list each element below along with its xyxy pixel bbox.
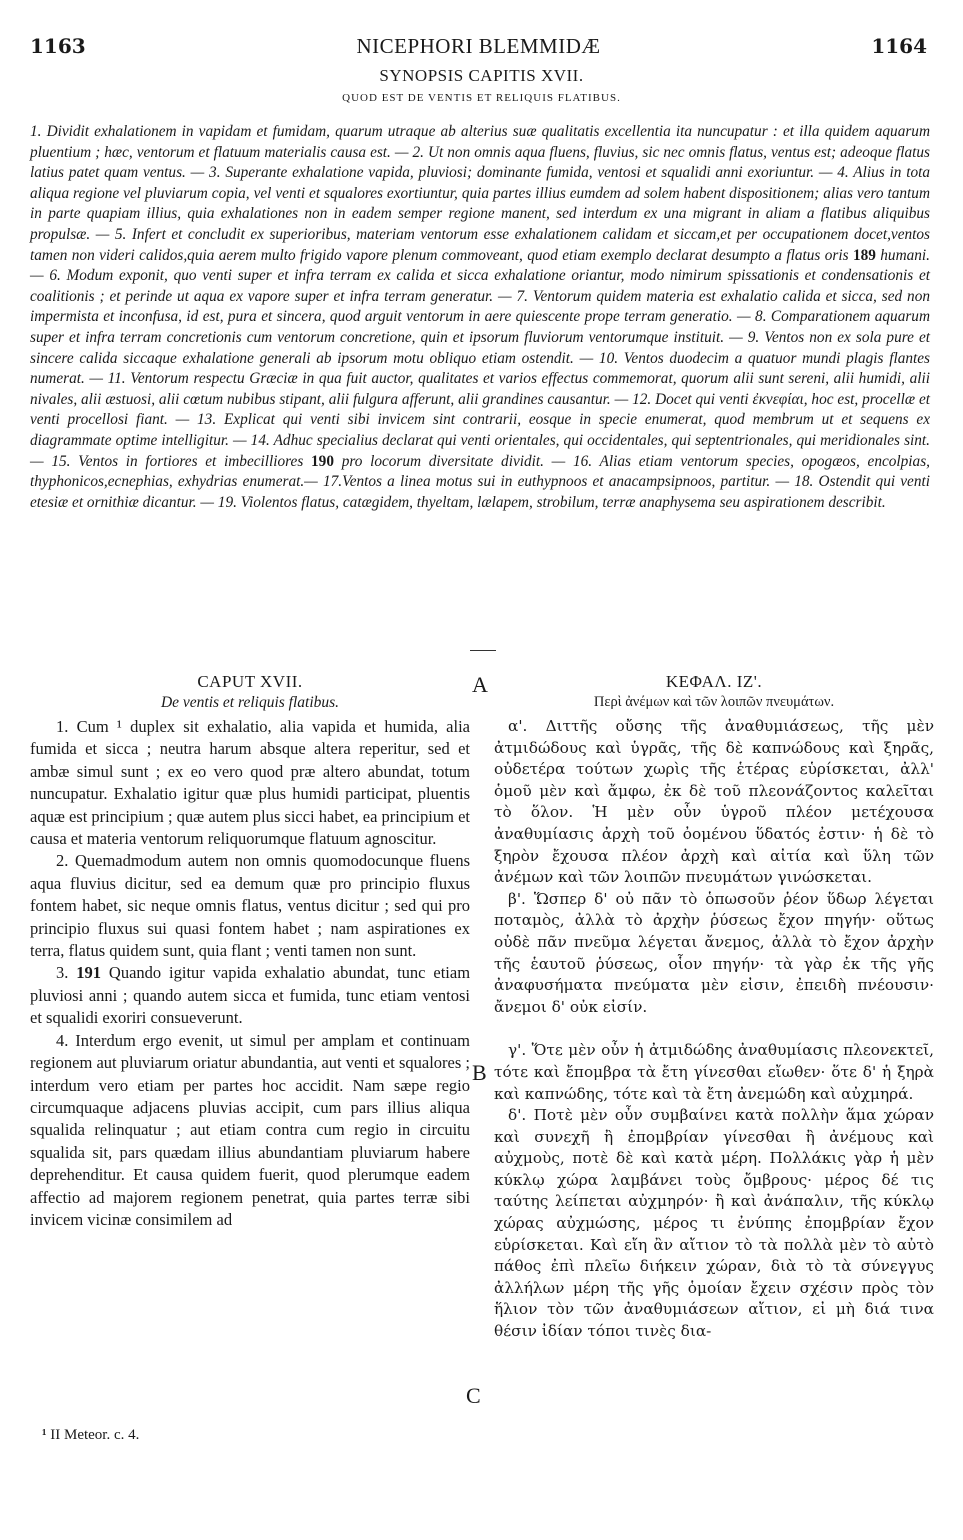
footnote-text: II Meteor. c. 4. [50,1427,140,1443]
running-header [30,34,927,64]
running-title: NICEPHORI BLEMMIDÆ [356,34,601,58]
synopsis-part-1: 1. Dividit exhalationem in vapidam et fumidam, quarum utraque ab alterius suæ qualitatis excellentia ita nuncupatur : et illa quidem aquarum pluentium ; hæc, ventorum et flatuum materialis causa est. — 2. Ut non omnis aqua fluens, fluvius, sic nec omnis flatus, ventus est; adeoque flatus latius patet quam ventus. — 3. Superante exhalatione vapida, pluviosi; dominante fumida, ventosi et squalidi anni exoriuntur. — 4. Alius in tota aliqua regione vel pluviarum copia, vel venti et squalores exortiuntur, quia partes illius eumdem ad solem habent dispositionem; alias vero tantum in parte quapiam illius, quia exhalationes non in eadem semper regione manent, sed interdum ex una migrant in aliam a flatibus aliquibus propulsæ. — 5. Infert et concludit ex superioribus, materiam ventorum esse exhalationem calidam et siccam,et per occupationem docet,ventos tamen non videri calidos,quia aerem multo frigido vapore plenum commoveant, quod etiam exemplo declarat desumpto a flatus oris [30,123,930,264]
page-number-left: 1163 [30,34,86,58]
section-divider [470,650,496,651]
latin-paragraph-4: 4. Interdum ergo evenit, ut simul per amplam et continuam regionem aut pluviarum oriatur abundantia, aut venti et squalores ; interdum vero etiam per partes hoc accidit. Nam sæpe regio circumquaque adjacens pluvias accipit, cum pars illius aliqua squalida relinquatur ; aut etiam contra cum regio in circuitu squalida sit, pars quædam illius abundantiam pluviarum habere deprehenditur. Et causa quidem fuerit, quod plerumque eadem affectio ad majorem regionem penetrat, quia partes terræ sibi invicem vicinæ consimilem ad [30,1030,470,1229]
greek-chapter-subtitle: Περὶ ἀνέμων καὶ τῶν λοιπῶν πνευμάτων. [593,694,835,710]
greek-paragraph-d: δ'. Ποτὲ μὲν οὖν συμβαίνει κατὰ πολλὴν ἅμα χώραν καὶ συνεχῆ ἢ ἐπομβρίαν γίνεσθαι ἢ ἀνέμους καὶ αὐχμοὺς, ποτὲ δὲ καὶ κατὰ μέρη. Πολλάκις γὰρ ἡ μὲν κύκλῳ χώρα λαμβάνει τοὺς ὄμβρους· μέρος δέ τις ταύτης λείπεται αὐχμηρόν· ἢ καὶ ἀνάπαλιν, τῆς κύκλῳ χώρας αὐχμώσης, μέρος τι ἐνύπης ἐπομβρίαν ἔχον εὑρίσκεται. Καὶ εἴη ἂν αἴτιον τὸ τὰ πολλὰ μὲν τὸ αὐτὸ πάθος ἐπὶ πλεῖω διήκειν χώραν, διὰ τὸ τὰ σύνεγγυς ἀλλήλων μέρη τῆς γῆς ὁμοίαν ἔχειν σχέσιν πρὸς τὸν ἥλιον τὸν τῶν ἀναθυμιάσεων αἴτιον, εἰ μὴ διά τινα θέσιν ἰδίαν τόποι τινὲς δια- [494,1106,934,1341]
latin-paragraph-3-text: Quando igitur vapida exhalatio abundat, tunc etiam pluviosi anni ; quando autem sicca et fumida, tunc etiam ventosi et squalidi exoriri consueverunt. [30,963,471,1028]
footnote-marker: ¹ [42,1427,47,1443]
greek-text [494,716,934,1343]
synopsis-subtitle: QUOD EST DE VENTIS ET RELIQUIS FLATIBUS. [342,92,621,104]
latin-paragraph-2: 2. Quemadmodum autem non omnis quomodocunque fluens aqua fluvius dicitur, sed ea demum quæ pro principio fluxus fontem habet, sic neque omnis flatus, ventus dicitur ; sed qui pro principio fluxus sui quasi fontem habet ; nam aspirationes ex terra, flatus quidem sunt, quia flant ; venti tamen non sunt. [30,851,470,961]
marginal-ref-190: 190 [311,452,334,470]
synopsis-text [30,122,930,513]
latin-chapter-title: CAPUT XVII. [197,672,303,691]
greek-chapter-title: ΚΕΦΑΛ. ΙΖ'. [665,672,763,691]
page-number-right: 1164 [871,34,927,58]
synopsis-title: SYNOPSIS CAPITIS XVII. [379,66,584,85]
margin-letter-c: C [466,1383,481,1408]
synopsis-part-3: pro locorum diversitate dividit. — 16. Alias etiam ventorum species, opogæos, encolpias, thyphonicos,ecnephias, exhydrias enumerat.— 17.Ventos a linea motus sui in euthypnoos et anacampsipnoos, partitur. — 18. Ostendit qui venti etesiæ et ornithiæ dicantur. — 19. Violentos flatus, catægidem, thyeltam, lælapem, strobilum, terræ anaphysema seu aspirationem describit. [30,452,930,511]
latin-text [30,716,470,1231]
latin-chapter-subtitle: De ventis et reliquis flatibus. [160,694,340,711]
latin-paragraph-1: 1. Cum ¹ duplex sit exhalatio, alia vapida et humida, alia fumida et sicca ; neutra harum absque altera reperitur, sed et ambæ simul sunt ; ex eo vero quod præ altero abundat, totum nuncupatur. Exhalatio igitur quæ plus humidi participat, pluentis aquæ est principium ; quæ autem plus sicci habet, ea principium et causa et materia ventorum reliquorumque flatuum agnoscitur. [30,717,470,849]
latin-paragraph-3-number: 3. [56,963,69,983]
margin-letter-a: A [472,672,488,697]
margin-letter-b: B [472,1060,487,1085]
synopsis-part-2: humani. — 6. Modum exponit, quo venti super et infra terram ex calida et sicca exhalatione oriantur, modo nimirum spissationis et condensationis et coalitionis ; et perinde ut aqua ex vapore super et infra terram generatur. — 7. Ventorum quidem materia est exhalatio calida et sicca, sed non impermista et inconfusa, id est, pura et sincera, quod arguit ventorum in aere quiescente prope terram generatio. — 8. Comparationem aquarum super et infra terram concretionis cum ventorum concretione, quin et ipsorum fluviorum ventorumque instituit. — 9. Ventos non ex sola pure et sincere calida siccaque exhalatione generali ab ipsorum motu obliquo etiam ostendit. — 10. Ventos duodecim a quatuor mundi plagis flantes numerat. — 11. Ventorum respectu Græciæ in qua fuit auctor, qualitates et varios effectus commemorat, quorum alii sunt sereni, alii humidi, alii nivales, alii æstuosi, alii cœtum nubibus stipant, alii fulgura afferunt, alii grandines causantur. — 12. Docet qui venti ἐκνεφίαι, hoc est, procellæ et venti procellosi fiant. — 13. Explicat qui venti sibi invicem sint contrarii, eosque in specie enumerat, quod membrum ut et sequens ex diagrammate optime intelligitur. — 14. Adhuc specialius declarat qui venti orientales, qui occidentales, qui septentrionales, qui meridionales sint. — 15. Ventos in fortiores et imbecilliores [30,246,930,470]
marginal-ref-189: 189 [852,246,876,264]
greek-paragraph-b: β'. Ὥσπερ δ' οὐ πᾶν τὸ ὁπωσοῦν ῥέον ὕδωρ λέγεται ποταμὸς, ἀλλὰ τὸ ἀρχὴν ῥύσεως ἔχον πηγήν· οὕτως οὐδὲ πᾶν πνεῦμα λέγεται ἄνεμος, ἀλλὰ τὸ ἔχον ἀρχὴν τῆς ἑαυτοῦ ῥύσεως, οἷον πηγήν· τὰ γὰρ ἐκ τῆς γῆς ἀναφυσήματα πνεύματα μὲν εἰσιν, ἐπειδὴ πνέουσιν· ἄνεμοι δ' οὐκ εἰσίν. [494,889,934,1016]
footnote [42,1427,139,1444]
latin-column [30,672,470,1231]
greek-paragraph-a: α'. Διττῆς οὔσης τῆς ἀναθυμιάσεως, τῆς μὲν ἀτμιδώδους καὶ ὑγρᾶς, τῆς δὲ καπνώδους καὶ ξηρᾶς, οὐδετέρα τούτων χωρὶς τῆς ἑτέρας εὑρίσκεται, ἀλλ' ὁμοῦ μὲν καὶ ἄμφω, ἐκ δὲ τοῦ πλεονάζοντος καλεῖται τὸ ὅλον. Ἡ μὲν οὖν ὑγροῦ πλέον μετέχουσα ἀναθυμίασις ἀρχὴ τοῦ ὀομένου ὕδατός ἐστιν· ἡ δὲ τὸ ξηρὸν ἔχουσα πλέον ἀρχὴ καὶ αἰτία καὶ ὕλη τῶν ἀνέμων καὶ τῶν λοιπῶν πνευμάτων γινώσκεται. [494,717,934,887]
greek-paragraph-c: γ'. Ὅτε μὲν οὖν ἡ ἀτμιδώδης ἀναθυμίασις πλεονεκτεῖ, τότε καὶ ἔπομβρα τὰ ἔτη γίνεσθαι εἴωθεν· ὅτε δ' ἡ ξηρὰ καὶ καπνώδης, τότε καὶ τὰ ἔτη ἀνεμώδη καὶ αὐχμηρά. [494,1041,934,1103]
marginal-ref-191: 191 [76,963,102,983]
greek-column [494,672,934,1343]
latin-paragraph-3 [30,962,470,1029]
paragraph-gap [494,1018,934,1040]
